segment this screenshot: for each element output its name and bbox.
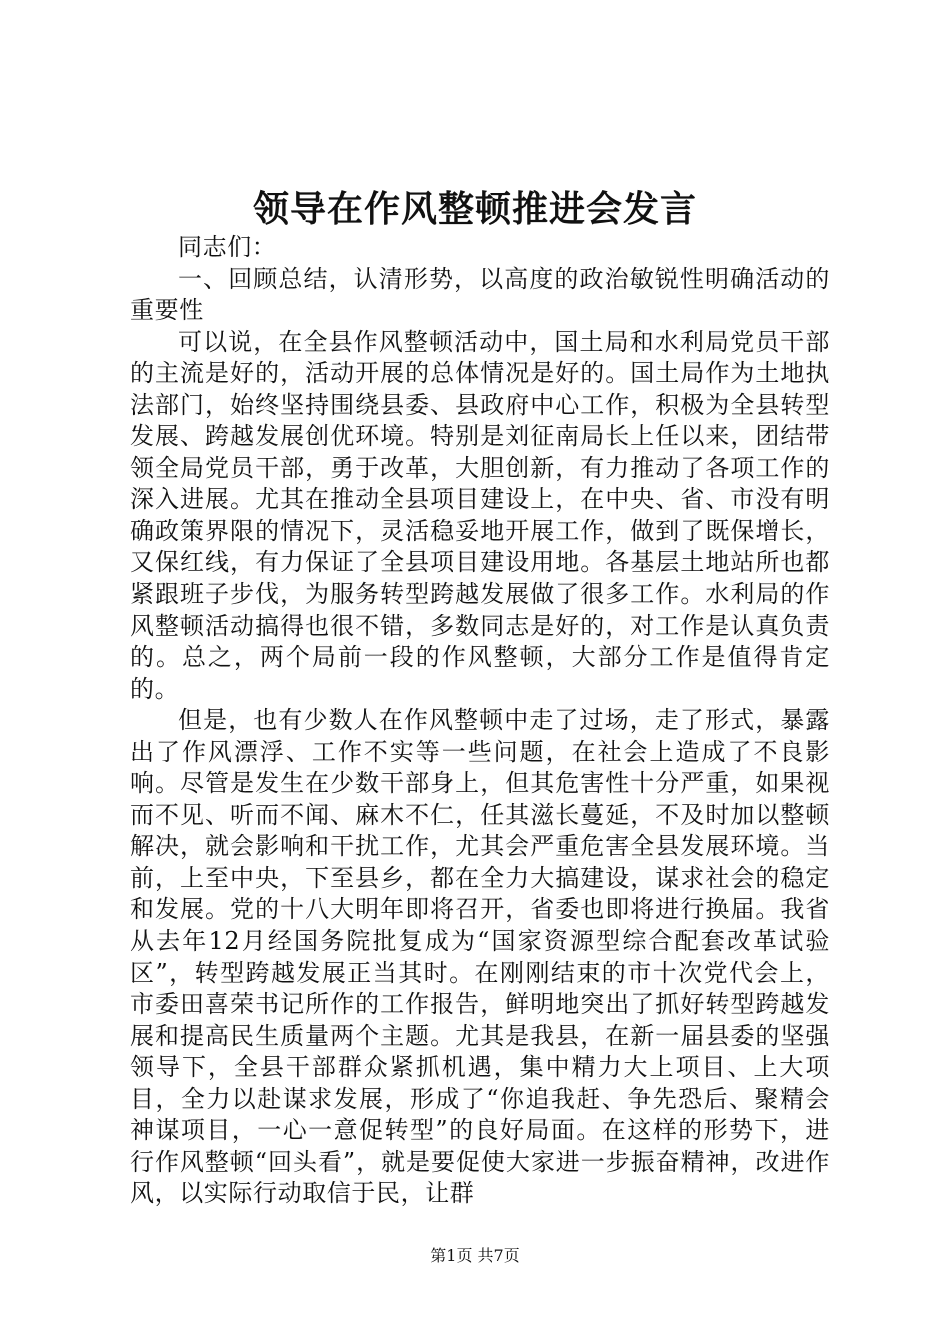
document-title: 领导在作风整顿推进会发言 <box>252 188 697 230</box>
section-heading-paragraph: 一、回顾总结，认清形势，以高度的政治敏锐性明确活动的重要性 <box>130 264 830 325</box>
page-number-footer: 第1页 共7页 <box>430 1246 520 1265</box>
body-paragraph: 可以说，在全县作风整顿活动中，国土局和水利局党员干部的主流是好的，活动开展的总体情况是好的。国土局作为土地执法部门，始终坚持围绕县委、县政府中心工作，积极为全县转型发展、跨越发展创优环境。特别是刘征南局长上任以来，团结带领全局党员干部，勇于改革，大胆创新，有力推动了各项工作的深入进展。尤其在推动全县项目建设上，在中央、省、市没有明确政策界限的情况下，灵活稳妥地开展工作，做到了既保增长，又保红线，有力保证了全县项目建设用地。各基层土地站所也都紧跟班子步伐，为服务转型跨越发展做了很多工作。水利局的作风整顿活动搞得也很不错，多数同志是好的，对工作是认真负责的。总之，两个局前一段的作风整顿，大部分工作是值得肯定的。 <box>130 327 830 703</box>
document-body <box>130 232 830 1210</box>
salutation-paragraph: 同志们： <box>178 233 277 261</box>
body-paragraph: 但是，也有少数人在作风整顿中走了过场，走了形式，暴露出了作风漂浮、工作不实等一些问题，在社会上造成了不良影响。尽管是发生在少数干部身上，但其危害性十分严重，如果视而不见、听而不闻、麻木不仁，任其滋长蔓延，不及时加以整顿解决，就会影响和干扰工作，尤其会严重危害全县发展环境。当前，上至中央，下至县乡，都在全力大搞建设，谋求社会的稳定和发展。党的十八大明年即将召开，省委也即将进行换届。我省从去年12月经国务院批复成为“国家资源型综合配套改革试验区”，转型跨越发展正当其时。在刚刚结束的市十次党代会上，市委田喜荣书记所作的工作报告，鲜明地突出了抓好转型跨越发展和提高民生质量两个主题。尤其是我县，在新一届县委的坚强领导下，全县干部群众紧抓机遇，集中精力大上项目、上大项目，全力以赴谋求发展，形成了“你追我赶、争先恐后、聚精会神谋项目，一心一意促转型”的良好局面。在这样的形势下，进行作风整顿“回头看”，就是要促使大家进一步振奋精神，改进作风，以实际行动取信于民，让群 <box>130 706 830 1208</box>
